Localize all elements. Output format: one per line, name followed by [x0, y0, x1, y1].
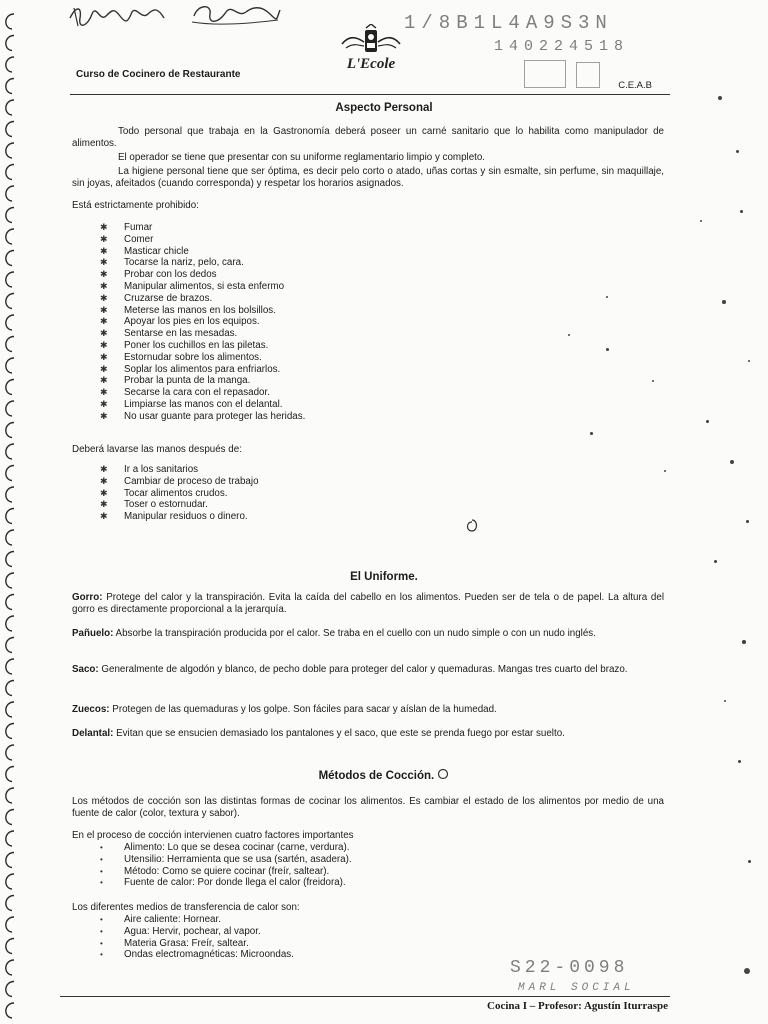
scan-speck	[748, 860, 751, 863]
lavarse-lead: Deberá lavarse las manos después de:	[72, 444, 242, 455]
bullet-icon: ✱	[100, 499, 108, 510]
scan-speck	[738, 760, 741, 763]
list-item-text: Manipular alimentos, si esta enfermo	[124, 280, 285, 292]
coccion-title-text: Métodos de Cocción.	[318, 770, 435, 782]
binder-loop	[6, 1003, 14, 1018]
binder-loop	[6, 358, 14, 373]
bullet-icon: ✱	[100, 475, 108, 486]
bullet-icon: ✱	[100, 292, 108, 303]
factores-lead: En el proceso de cocción intervienen cuatro factores importantes	[72, 830, 354, 841]
binder-loop	[6, 186, 14, 201]
bullet-icon: •	[100, 866, 103, 876]
uniform-description: Protege del calor y la transpiración. Evita la caída del cabello en los alimentos. Pueden ser de tela o de papel. La altura del gorro es directamente proporcional a la jerarquía.	[72, 592, 664, 615]
list-item	[100, 411, 305, 423]
list-item-text: Ir a los sanitarios	[124, 464, 199, 475]
handwash-list	[100, 464, 259, 523]
list-item-text: Manipular residuos o dinero.	[124, 511, 248, 523]
stamp-box	[524, 60, 566, 88]
list-item-text: Meterse las manos en los bolsillos.	[124, 304, 276, 316]
bullet-icon: •	[100, 843, 103, 852]
list-item-text: Fumar	[124, 222, 153, 233]
binder-loop	[6, 960, 14, 975]
section-title-uniforme: El Uniforme.	[350, 571, 418, 583]
list-item	[100, 246, 305, 258]
binder-loop	[6, 810, 14, 825]
list-item-text: Secarse la cara con el repasador.	[124, 387, 270, 399]
bullet-icon: ✱	[100, 316, 108, 327]
bullet-icon: ✱	[100, 304, 108, 315]
bullet-icon: ✱	[100, 464, 108, 474]
list-item-text: Alimento: Lo que se desea cocinar (carne, verdura).	[124, 842, 350, 853]
section-title-aspecto: Aspecto Personal	[335, 102, 433, 114]
factors-list	[100, 842, 352, 889]
list-item	[100, 316, 305, 328]
list-item-text: Utensilio: Herramienta que se usa (sartén, asadera).	[124, 853, 352, 865]
binder-loop	[6, 702, 14, 717]
binder-loop	[6, 638, 14, 653]
scan-speck	[740, 210, 743, 213]
list-item	[100, 914, 294, 926]
header-rule	[70, 94, 670, 95]
aspecto-intro-1: Todo personal que trabaja en la Gastronomía deberá poseer un carné sanitario que lo habilita como manipulador de alimentos.	[72, 126, 664, 149]
binder-loop	[6, 444, 14, 459]
bullet-icon: ✱	[100, 387, 108, 398]
scan-speck	[606, 296, 608, 298]
stamp-box	[576, 62, 600, 88]
bullet-icon: •	[100, 915, 103, 924]
list-item-text: No usar guante para proteger las heridas.	[124, 410, 306, 422]
list-item-text: Masticar chicle	[124, 245, 189, 257]
list-item-text: Probar la punta de la manga.	[124, 375, 251, 387]
list-item-text: Limpiarse las manos con el delantal.	[124, 398, 283, 410]
binder-loops	[0, 0, 40, 1024]
scan-speck	[730, 460, 734, 464]
binder-loop	[6, 423, 14, 438]
binder-loop	[6, 401, 14, 416]
binder-loop	[6, 681, 14, 696]
aspecto-intro-3: La higiene personal tiene que ser óptima, es decir pelo corto o atado, uñas cortas y sin esmalte, sin perfume, sin maquillaje, sin joyas, afeitados (cuando corresponda) y respetar los horarios asignados.	[72, 166, 664, 189]
uniform-description: Evitan que se ensucien demasiado los pantalones y el saco, que este se prenda fuego por estar suelto.	[113, 728, 565, 739]
binder-loop	[6, 853, 14, 868]
uniform-item	[72, 592, 664, 616]
stamp-text-1: 1/8B1L4A9S3N	[404, 12, 613, 34]
list-item	[100, 866, 352, 878]
list-item	[100, 234, 305, 246]
uniform-item	[72, 704, 664, 716]
binder-loop	[6, 466, 14, 481]
bullet-icon: •	[100, 950, 103, 960]
org-code: C.E.A.B	[618, 80, 652, 91]
scan-speck	[706, 420, 709, 423]
aspecto-intro-2: El operador se tiene que presentar con su uniforme reglamentario limpio y completo.	[118, 152, 486, 163]
list-item	[100, 340, 305, 352]
bullet-icon: ✱	[100, 328, 108, 339]
handwritten-stamp	[404, 4, 676, 90]
bullet-icon: ✱	[100, 222, 108, 232]
bullet-icon: ✱	[100, 351, 108, 362]
bullet-icon: •	[100, 854, 103, 864]
binder-loop	[6, 229, 14, 244]
heat-transfer-list	[100, 914, 294, 961]
binder-loop	[6, 251, 14, 266]
binder-loop	[6, 616, 14, 631]
list-item-text: Sentarse en las mesadas.	[124, 328, 238, 340]
scan-speck	[718, 96, 722, 100]
binder-loop	[6, 208, 14, 223]
binder-loop	[6, 724, 14, 739]
bullet-icon: •	[100, 878, 103, 888]
scan-speck	[724, 700, 726, 702]
list-item-text: Cruzarse de brazos.	[124, 292, 213, 304]
list-item-text: Método: Como se quiere cocinar (freír, saltear).	[124, 865, 330, 877]
handwritten-note-1: S22-0098	[510, 958, 629, 978]
binder-loop	[6, 939, 14, 954]
scan-speck	[714, 560, 717, 563]
bullet-icon: ✱	[100, 363, 108, 374]
binder-loop	[6, 36, 14, 51]
list-item	[100, 476, 259, 488]
binder-loop	[6, 272, 14, 287]
list-item-text: Comer	[124, 233, 154, 245]
list-item	[100, 281, 305, 293]
list-item-text: Estornudar sobre los alimentos.	[124, 351, 262, 363]
list-item-text: Cambiar de proceso de trabajo	[124, 475, 259, 487]
list-item-text: Tocar alimentos crudos.	[124, 487, 228, 499]
scribble-mark	[464, 518, 480, 534]
binder-loop	[6, 874, 14, 889]
binder-loop	[6, 122, 14, 137]
coccion-intro: Los métodos de cocción son las distintas formas de cocinar los alimentos. Es cambiar el estado de los alimentos por medio de una fuente de calor (color, textura y sabor).	[72, 796, 664, 819]
list-item	[100, 387, 305, 399]
binder-loop	[6, 788, 14, 803]
list-item	[100, 464, 259, 476]
binder-loop	[6, 143, 14, 158]
bullet-icon: ✱	[100, 245, 108, 256]
binder-loop	[6, 79, 14, 94]
binder-loop	[6, 982, 14, 997]
scan-speck	[568, 334, 570, 336]
list-item	[100, 877, 352, 889]
list-item-text: Materia Grasa: Freír, saltear.	[124, 937, 249, 949]
list-item-text: Ondas electromagnéticas: Microondas.	[124, 949, 294, 961]
list-item	[100, 352, 305, 364]
prohibited-list	[100, 222, 305, 423]
list-item-text: Tocarse la nariz, pelo, cara.	[124, 257, 244, 269]
bullet-icon: ✱	[100, 410, 108, 421]
uniform-term: Saco:	[72, 664, 99, 675]
binder-loop	[6, 745, 14, 760]
list-item	[100, 364, 305, 376]
list-item	[100, 926, 294, 938]
scan-speck	[652, 380, 654, 382]
list-item	[100, 949, 294, 961]
binder-loop	[6, 595, 14, 610]
footer-rule	[60, 996, 670, 997]
bullet-icon: ✱	[100, 280, 108, 291]
medios-lead: Los diferentes medios de transferencia de calor son:	[72, 902, 300, 913]
list-item	[100, 854, 352, 866]
binder-loop	[6, 57, 14, 72]
binder-loop	[6, 337, 14, 352]
list-item	[100, 399, 305, 411]
course-title: Curso de Cocinero de Restaurante	[76, 69, 241, 80]
list-item	[100, 375, 305, 387]
uniform-term: Delantal:	[72, 728, 114, 739]
list-item-text: Toser o estornudar.	[124, 499, 208, 511]
list-item-text: Soplar los alimentos para enfriarlos.	[124, 363, 281, 375]
uniform-item	[72, 628, 664, 640]
bullet-icon: ✱	[100, 375, 108, 386]
scan-speck	[700, 220, 702, 222]
binder-loop	[6, 165, 14, 180]
bullet-icon: ✱	[100, 487, 108, 498]
list-item	[100, 499, 259, 511]
scan-speck	[746, 520, 749, 523]
uniform-description: Absorbe la transpiración producida por el calor. Se traba en el cuello con un nudo simple o con un nudo inglés.	[113, 628, 596, 639]
binder-loop	[6, 487, 14, 502]
list-item-text: Agua: Hervir, pochear, al vapor.	[124, 925, 261, 937]
list-item	[100, 842, 352, 854]
list-item	[100, 222, 305, 234]
scan-speck	[736, 150, 739, 153]
scan-speck	[722, 300, 726, 304]
scan-speck	[744, 968, 750, 974]
binder-loop	[6, 659, 14, 674]
bullet-icon: ✱	[100, 339, 108, 350]
list-item	[100, 938, 294, 950]
list-item	[100, 257, 305, 269]
bullet-icon: ✱	[100, 269, 108, 280]
scan-speck	[606, 348, 609, 351]
prohibido-lead: Está estrictamente prohibido:	[72, 200, 199, 211]
school-name: L'Ecole	[346, 56, 396, 72]
uniform-term: Gorro:	[72, 592, 103, 603]
bullet-icon: ✱	[100, 511, 108, 522]
list-item-text: Poner los cuchillos en las piletas.	[124, 339, 269, 351]
list-item	[100, 328, 305, 340]
handwritten-note-2: MARL SOCIAL	[518, 982, 635, 994]
list-item-text: Apoyar los pies en los equipos.	[124, 316, 260, 328]
scan-speck	[590, 432, 593, 435]
list-item	[100, 293, 305, 305]
scan-speck	[748, 360, 750, 362]
binder-loop	[6, 530, 14, 545]
circle-mark-icon	[437, 768, 449, 780]
uniform-description: Protegen de las quemaduras y los golpe. Son fáciles para sacar y aíslan de la humedad.	[109, 704, 497, 715]
list-item	[100, 488, 259, 500]
bullet-icon: ✱	[100, 398, 108, 409]
binder-loop	[6, 380, 14, 395]
binder-loop	[6, 917, 14, 932]
uniform-item	[72, 728, 664, 740]
bullet-icon: •	[100, 938, 103, 948]
bullet-icon: ✱	[100, 257, 108, 268]
list-item	[100, 511, 259, 523]
section-title-coccion	[0, 768, 768, 782]
uniform-term: Zuecos:	[72, 704, 110, 715]
list-item-text: Aire caliente: Hornear.	[124, 914, 221, 925]
handwritten-signature	[66, 0, 286, 30]
uniform-item	[72, 664, 664, 676]
bullet-icon: ✱	[100, 233, 108, 244]
binder-loop	[6, 294, 14, 309]
binder-loop	[6, 315, 14, 330]
list-item-text: Probar con los dedos	[124, 269, 217, 281]
list-item	[100, 305, 305, 317]
uniform-description: Generalmente de algodón y blanco, de pecho doble para proteger del calor y quemaduras. Mangas tres cuarto del brazo.	[98, 664, 628, 675]
footer-text: Cocina I – Profesor: Agustín Iturraspe	[487, 1000, 668, 1012]
school-crest-icon	[336, 24, 406, 58]
stamp-text-2: 140224518	[494, 38, 630, 55]
uniform-term: Pañuelo:	[72, 628, 114, 639]
scan-speck	[742, 640, 746, 644]
bullet-icon: •	[100, 926, 103, 936]
binder-loop	[6, 831, 14, 846]
list-item-text: Fuente de calor: Por donde llega el calor (freidora).	[124, 877, 346, 889]
list-item	[100, 269, 305, 281]
binder-loop	[6, 14, 14, 29]
binder-loop	[6, 552, 14, 567]
scan-speck	[664, 470, 666, 472]
binder-loop	[6, 896, 14, 911]
binder-loop	[6, 509, 14, 524]
